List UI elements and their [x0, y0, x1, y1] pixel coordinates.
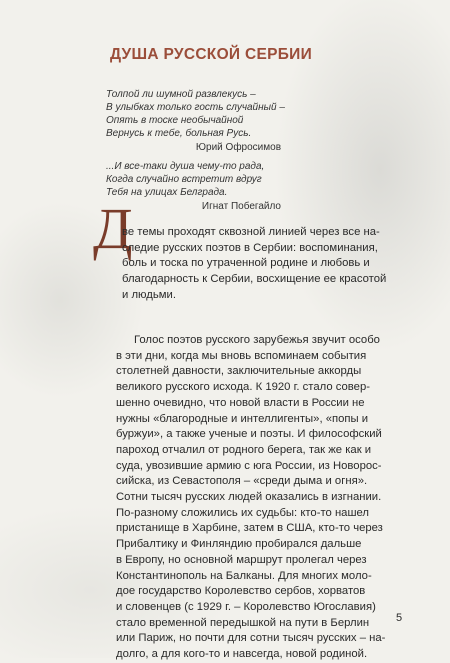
text-line: нужны «благородные и интеллигенты», «попы и — [116, 412, 369, 425]
text-line: пристанище в Харбине, затем в США, кто-то через — [116, 522, 383, 535]
text-line: и словенцев (с 1929 г. – Королевство Югославия) — [116, 600, 376, 613]
epigraph-line: Когда случайно встретит вдруг — [106, 174, 262, 185]
epigraph-line: Тебя на улицах Белграда. — [106, 187, 228, 198]
epigraph-line: Вернусь к тебе, больная Русь. — [106, 128, 252, 139]
text-line: дое государство Королевство сербов, хорватов — [116, 585, 366, 598]
text-line: Сотни тысяч русских людей оказались в изгнании. — [116, 491, 382, 504]
body-paragraph — [116, 333, 412, 663]
epigraph-line: ...И все-таки душа чему-то рада, — [106, 161, 265, 172]
text-line: сийска, из Севастополя – «среди дыма и огня». — [116, 475, 368, 488]
text-line: Голос поэтов русского зарубежья звучит особо — [134, 334, 380, 346]
page-number: 5 — [396, 612, 403, 624]
text-line: благодарность к Сербии, восхищение ее красотой — [122, 273, 387, 286]
text-line: и людьми. — [122, 288, 176, 301]
body-paragraph — [122, 225, 418, 304]
article-title: ДУША РУССКОЙ СЕРБИИ — [110, 46, 313, 63]
text-line: пароход отчалил от родного берега, так же как и — [116, 443, 372, 456]
epigraph-line: Опять в тоске необычайной — [106, 115, 244, 126]
text-line: шенно очевидно, что новой власти в России не — [116, 396, 365, 409]
text-line: долго, а для кого-то и навсегда, новой родиной. — [116, 648, 368, 661]
epigraph-line: В улыбках только гость случайный – — [106, 102, 285, 113]
text-line: в эти дни, когда мы вновь вспоминаем события — [116, 349, 367, 362]
text-line: Константинополь на Балканы. Для многих моло- — [116, 569, 372, 582]
epigraph — [106, 88, 285, 154]
text-line: Прибалтику и Финляндию пробирался дальше — [116, 538, 362, 551]
epigraph-author: Юрий Офросимов — [195, 142, 281, 153]
text-line: стало временной передышкой на пути в Берлин — [116, 616, 370, 629]
text-line: буржуи», а также ученые и поэты. И философский — [116, 428, 382, 441]
text-line: в Европу, но основной маршрут пролегал через — [116, 553, 367, 566]
text-line: следие русских поэтов в Сербии: воспоминания, — [122, 241, 378, 254]
text-line: По-разному сложились их судьбы: кто-то нашел — [116, 506, 370, 519]
text-line: суда, увозившие армию с юга России, из Новорос- — [116, 459, 382, 472]
text-line: ве темы проходят сквозной линией через все на- — [122, 226, 380, 238]
text-line: великого русского исхода. К 1920 г. стало совер- — [116, 381, 371, 394]
text-line: или Париж, но почти для сотни тысяч русских – на- — [116, 632, 386, 645]
epigraph-line: Толпой ли шумной развлекусь – — [106, 89, 256, 100]
text-line: боль и тоска по утраченной родине и любовь и — [122, 257, 370, 270]
text-line: столетней давности, заключительные аккорды — [116, 365, 362, 378]
drop-cap: Д — [93, 196, 133, 261]
epigraph-author: Игнат Побегайло — [201, 201, 281, 212]
